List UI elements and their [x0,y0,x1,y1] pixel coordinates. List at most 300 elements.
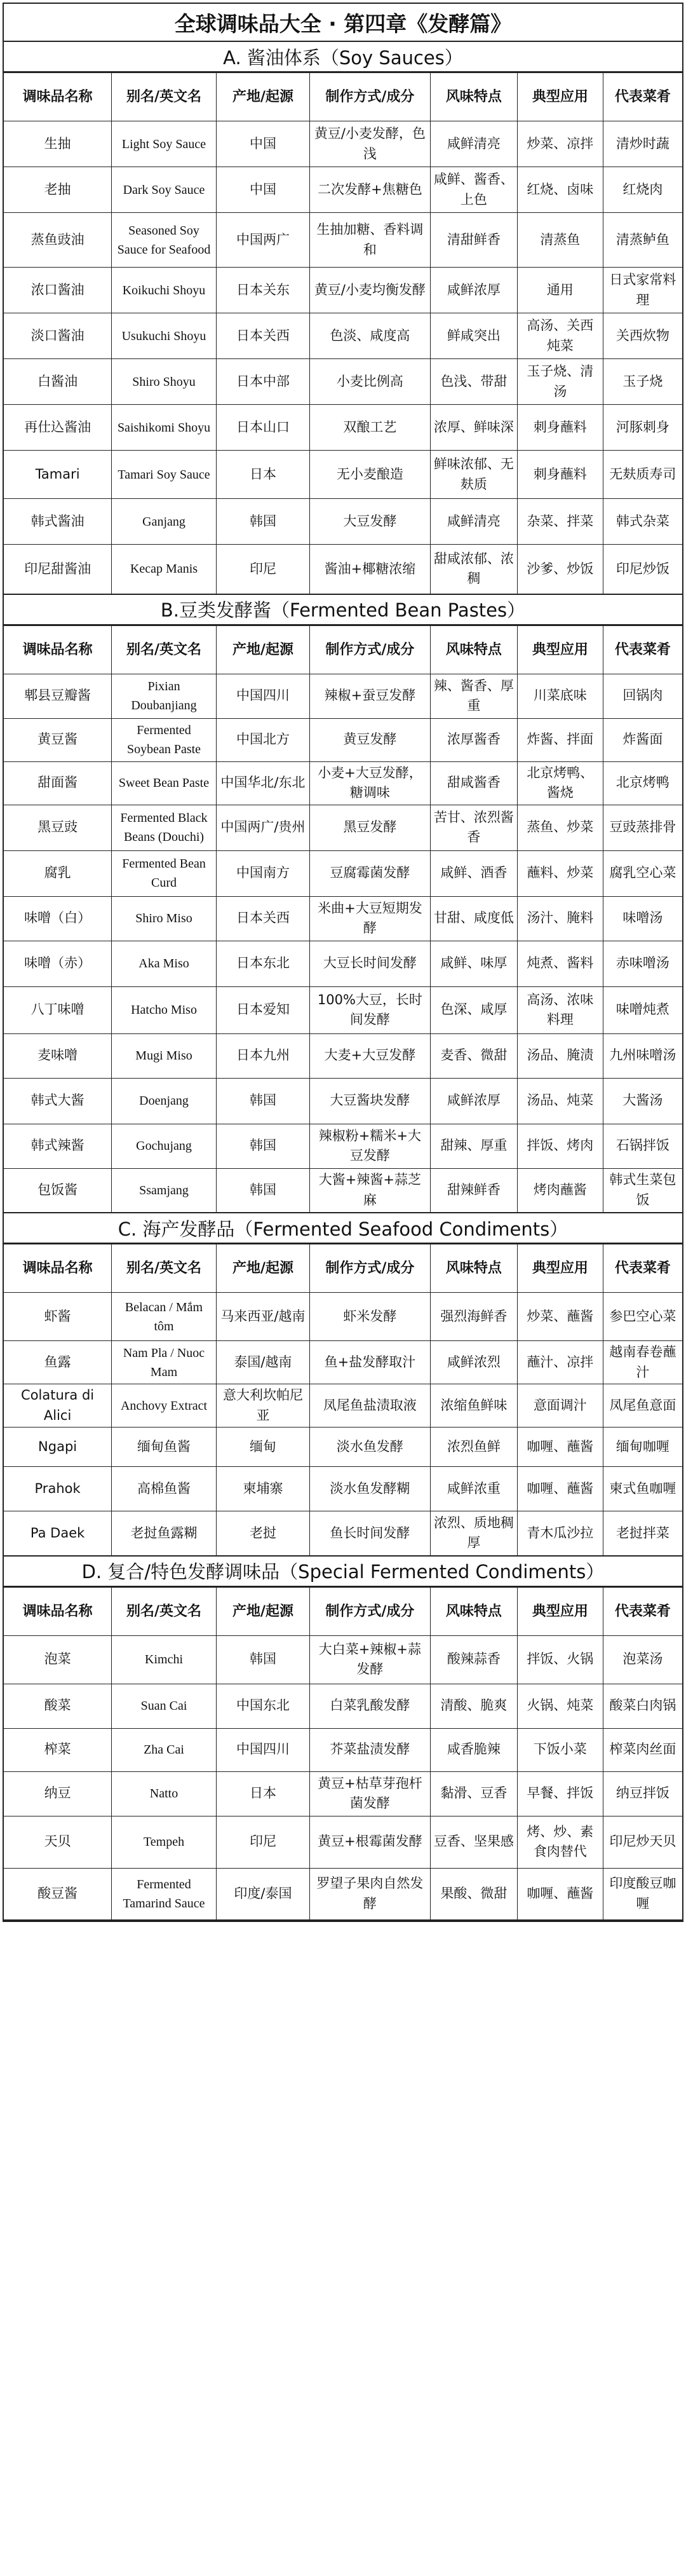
table-cell: 咸鲜浓重 [430,1467,517,1511]
table-cell: 日本 [216,1771,309,1816]
column-header: 典型应用 [517,1587,603,1635]
table-cell: 大麦+大豆发酵 [310,1033,431,1078]
column-header: 别名/英文名 [112,73,217,121]
table-cell: Sweet Bean Paste [112,761,217,805]
table-row [4,313,682,359]
table-cell: 韩式辣酱 [4,1124,112,1168]
table-cell: 火锅、炖菜 [517,1684,603,1728]
table-cell: 泰国/越南 [216,1341,309,1384]
table-cell: 清蒸鲈鱼 [603,213,682,268]
column-header: 产地/起源 [216,73,309,121]
table-cell: 淡口酱油 [4,313,112,359]
table-cell: 刺身蘸料 [517,451,603,499]
table-cell: 酸豆酱 [4,1868,112,1920]
table-row [4,1635,682,1684]
table-cell: 中国华北/东北 [216,761,309,805]
column-header: 别名/英文名 [112,625,217,674]
table-cell: 拌饭、烤肉 [517,1124,603,1168]
table-row [4,1467,682,1511]
table-cell: 虾米发酵 [310,1293,431,1341]
table-cell: 甜咸浓郁、浓稠 [430,545,517,594]
table-cell: 中国北方 [216,718,309,761]
table-row [4,674,682,718]
column-header: 调味品名称 [4,73,112,121]
section-title: D. 复合/特色发酵调味品（Special Fermented Condiments） [4,1557,682,1587]
table-cell: 参巴空心菜 [603,1293,682,1341]
table-cell: 印尼炒天贝 [603,1816,682,1868]
page-title: 全球调味品大全 · 第四章《发酵篇》 [4,4,682,42]
table-cell: 无麸质寿司 [603,451,682,499]
table-cell: 老挝鱼露糊 [112,1511,217,1556]
table-cell: Fermented Tamarind Sauce [112,1868,217,1920]
table-cell: 小麦比例高 [310,359,431,405]
table-row [4,1341,682,1384]
table-cell: 咸鲜浓厚 [430,1078,517,1124]
table-cell: 北京烤鸭、酱烧 [517,761,603,805]
table-cell: 炒菜、凉拌 [517,121,603,167]
table-header-row [4,1244,682,1293]
table-cell: 中国南方 [216,850,309,896]
table-row [4,1168,682,1213]
table-cell: 柬埔寨 [216,1467,309,1511]
table-cell: 白酱油 [4,359,112,405]
table-cell: 高棉鱼酱 [112,1467,217,1511]
table-cell: 刺身蘸料 [517,405,603,451]
table-cell: 蒸鱼、炒菜 [517,805,603,850]
table-cell: Hatcho Miso [112,986,217,1033]
table-cell: 老挝 [216,1511,309,1556]
column-header: 风味特点 [430,73,517,121]
table-cell: 日本关东 [216,268,309,313]
table-row [4,805,682,850]
table-cell: 日本山口 [216,405,309,451]
column-header: 别名/英文名 [112,1587,217,1635]
table-cell: 凤尾鱼盐渍取液 [310,1384,431,1428]
table-cell: 再仕込酱油 [4,405,112,451]
table-cell: 日式家常料理 [603,268,682,313]
table-cell: 缅甸鱼酱 [112,1428,217,1467]
column-header: 产地/起源 [216,1587,309,1635]
table-cell: 高汤、关西炖菜 [517,313,603,359]
table-cell: Light Soy Sauce [112,121,217,167]
table-row [4,268,682,313]
table-row [4,1771,682,1816]
table-cell: Tamari [4,451,112,499]
table-row [4,1384,682,1428]
table-cell: 韩国 [216,499,309,545]
column-header: 制作方式/成分 [310,73,431,121]
table-cell: Ganjang [112,499,217,545]
table-row [4,761,682,805]
table-cell: 韩国 [216,1078,309,1124]
table-cell: 韩式酱油 [4,499,112,545]
condiment-table [4,1244,682,1557]
table-row [4,896,682,941]
table-cell: 泡菜汤 [603,1635,682,1684]
table-cell: 包饭酱 [4,1168,112,1213]
table-cell: 咖喱、蘸酱 [517,1868,603,1920]
table-cell: 印度酸豆咖喱 [603,1868,682,1920]
table-cell: 日本关西 [216,896,309,941]
table-cell: 拌饭、火锅 [517,1635,603,1684]
table-cell: 咸鲜、味厚 [430,941,517,986]
table-cell: Pixian Doubanjiang [112,674,217,718]
table-row [4,1428,682,1467]
table-cell: 清蒸鱼 [517,213,603,268]
table-cell: 黑豆豉 [4,805,112,850]
table-cell: Colatura di Alici [4,1384,112,1428]
column-header: 代表菜肴 [603,1244,682,1293]
table-cell: 炸酱面 [603,718,682,761]
table-row [4,499,682,545]
table-cell: Pa Daek [4,1511,112,1556]
table-cell: Suan Cai [112,1684,217,1728]
table-cell: 色浅、带甜 [430,359,517,405]
table-row [4,1293,682,1341]
table-cell: Belacan / Mắm tôm [112,1293,217,1341]
table-cell: 河豚刺身 [603,405,682,451]
table-cell: 咸鲜、酒香 [430,850,517,896]
table-cell: 酸菜 [4,1684,112,1728]
table-cell: 鱼+盐发酵取汁 [310,1341,431,1384]
table-cell: 豆腐霉菌发酵 [310,850,431,896]
table-cell: 意面调汁 [517,1384,603,1428]
table-cell: 咸鲜浓烈 [430,1341,517,1384]
table-cell: 鱼长时间发酵 [310,1511,431,1556]
column-header: 代表菜肴 [603,1587,682,1635]
column-header: 制作方式/成分 [310,1244,431,1293]
table-row [4,405,682,451]
table-cell: 清酸、脆爽 [430,1684,517,1728]
table-cell: 老挝拌菜 [603,1511,682,1556]
table-cell: Nam Pla / Nuoc Mam [112,1341,217,1384]
table-cell: 淡水鱼发酵糊 [310,1467,431,1511]
table-cell: 玉子烧 [603,359,682,405]
table-cell: 缅甸咖喱 [603,1428,682,1467]
table-cell: 味噌炖煮 [603,986,682,1033]
table-header-row [4,625,682,674]
table-row [4,1078,682,1124]
table-row [4,941,682,986]
table-cell: Zha Cai [112,1728,217,1771]
table-cell: 豆香、坚果感 [430,1816,517,1868]
table-row [4,1033,682,1078]
table-cell: 色深、咸厚 [430,986,517,1033]
table-cell: 中国 [216,167,309,213]
table-cell: 榨菜 [4,1728,112,1771]
table-cell: 双酿工艺 [310,405,431,451]
column-header: 代表菜肴 [603,625,682,674]
table-cell: 日本东北 [216,941,309,986]
table-row [4,850,682,896]
table-row [4,545,682,594]
table-cell: 印尼炒饭 [603,545,682,594]
table-cell: 韩国 [216,1635,309,1684]
table-row [4,1684,682,1728]
table-cell: Fermented Black Beans (Douchi) [112,805,217,850]
document [3,3,683,1922]
table-cell: 玉子烧、清汤 [517,359,603,405]
table-cell: 腐乳 [4,850,112,896]
column-header: 风味特点 [430,625,517,674]
column-header: 典型应用 [517,1244,603,1293]
table-cell: Ssamjang [112,1168,217,1213]
table-cell: 小麦+大豆发酵，糖调味 [310,761,431,805]
table-cell: Fermented Bean Curd [112,850,217,896]
table-cell: 大白菜+辣椒+蒜发酵 [310,1635,431,1684]
table-cell: 黄豆+枯草芽孢杆菌发酵 [310,1771,431,1816]
table-cell: Gochujang [112,1124,217,1168]
table-cell: 鱼露 [4,1341,112,1384]
table-cell: 青木瓜沙拉 [517,1511,603,1556]
table-cell: 大酱+辣酱+蒜芝麻 [310,1168,431,1213]
table-row [4,1511,682,1556]
table-cell: 辣、酱香、厚重 [430,674,517,718]
table-cell: 凤尾鱼意面 [603,1384,682,1428]
table-cell: Seasoned Soy Sauce for Seafood [112,213,217,268]
table-cell: 印尼 [216,545,309,594]
table-cell: 麦香、微甜 [430,1033,517,1078]
table-cell: 杂菜、拌菜 [517,499,603,545]
table-cell: 辣椒+蚕豆发酵 [310,674,431,718]
table-cell: Shiro Miso [112,896,217,941]
table-cell: 下饭小菜 [517,1728,603,1771]
table-cell: 100%大豆，长时间发酵 [310,986,431,1033]
table-cell: Koikuchi Shoyu [112,268,217,313]
table-cell: 黄豆酱 [4,718,112,761]
table-cell: 淡水鱼发酵 [310,1428,431,1467]
table-cell: 九州味噌汤 [603,1033,682,1078]
table-cell: 浓烈鱼鲜 [430,1428,517,1467]
table-cell: 咖喱、蘸酱 [517,1428,603,1467]
table-cell: 生抽 [4,121,112,167]
table-cell: 八丁味噌 [4,986,112,1033]
table-cell: 中国四川 [216,674,309,718]
table-cell: 韩式大酱 [4,1078,112,1124]
table-cell: 生抽加糖、香料调和 [310,213,431,268]
table-cell: 纳豆 [4,1771,112,1816]
column-header: 产地/起源 [216,625,309,674]
table-row [4,121,682,167]
table-cell: 韩国 [216,1168,309,1213]
table-cell: 日本爱知 [216,986,309,1033]
table-cell: 日本关西 [216,313,309,359]
section-title: A. 酱油体系（Soy Sauces） [4,42,682,72]
table-cell: 罗望子果肉自然发酵 [310,1868,431,1920]
table-cell: 黑豆发酵 [310,805,431,850]
table-cell: 甜辣、厚重 [430,1124,517,1168]
table-cell: 天贝 [4,1816,112,1868]
table-cell: 黄豆/小麦发酵，色浅 [310,121,431,167]
table-cell: 蘸料、炒菜 [517,850,603,896]
table-row [4,986,682,1033]
table-row [4,213,682,268]
table-cell: 咸鲜、酱香、上色 [430,167,517,213]
table-cell: 甘甜、咸度低 [430,896,517,941]
table-cell: 强烈海鲜香 [430,1293,517,1341]
table-cell: 烤肉蘸酱 [517,1168,603,1213]
table-cell: 汤品、炖菜 [517,1078,603,1124]
column-header: 制作方式/成分 [310,1587,431,1635]
table-cell: 味噌（白） [4,896,112,941]
table-row [4,1868,682,1920]
table-cell: Usukuchi Shoyu [112,313,217,359]
table-cell: 沙爹、炒饭 [517,545,603,594]
column-header: 典型应用 [517,73,603,121]
table-row [4,718,682,761]
table-row [4,1728,682,1771]
table-row [4,451,682,499]
table-cell: 咸鲜清亮 [430,499,517,545]
table-cell: 郫县豆瓣酱 [4,674,112,718]
column-header: 典型应用 [517,625,603,674]
table-cell: 回锅肉 [603,674,682,718]
table-cell: 日本九州 [216,1033,309,1078]
table-cell: 浓口酱油 [4,268,112,313]
table-cell: 鲜咸突出 [430,313,517,359]
table-cell: 韩式杂菜 [603,499,682,545]
table-cell: 韩国 [216,1124,309,1168]
table-cell: 炸酱、拌面 [517,718,603,761]
table-cell: 大酱汤 [603,1078,682,1124]
table-cell: 马来西亚/越南 [216,1293,309,1341]
table-cell: 黄豆/小麦均衡发酵 [310,268,431,313]
table-header-row [4,73,682,121]
table-cell: 印尼甜酱油 [4,545,112,594]
table-cell: Shiro Shoyu [112,359,217,405]
table-cell: 蘸汁、凉拌 [517,1341,603,1384]
table-cell: 石锅拌饭 [603,1124,682,1168]
table-cell: 咸鲜浓厚 [430,268,517,313]
table-cell: 黏滑、豆香 [430,1771,517,1816]
table-cell: 二次发酵+焦糖色 [310,167,431,213]
table-cell: 通用 [517,268,603,313]
table-row [4,359,682,405]
table-cell: 辣椒粉+糯米+大豆发酵 [310,1124,431,1168]
column-header: 代表菜肴 [603,73,682,121]
table-cell: 芥菜盐渍发酵 [310,1728,431,1771]
column-header: 风味特点 [430,1244,517,1293]
table-cell: 大豆酱块发酵 [310,1078,431,1124]
table-cell: 白菜乳酸发酵 [310,1684,431,1728]
condiment-table [4,1587,682,1921]
column-header: 调味品名称 [4,1587,112,1635]
column-header: 调味品名称 [4,1244,112,1293]
table-cell: Anchovy Extract [112,1384,217,1428]
table-cell: 日本 [216,451,309,499]
table-cell: 北京烤鸭 [603,761,682,805]
table-cell: 中国两广/贵州 [216,805,309,850]
table-cell: 浓厚、鲜味深 [430,405,517,451]
table-cell: Mugi Miso [112,1033,217,1078]
table-cell: 米曲+大豆短期发酵 [310,896,431,941]
table-cell: Natto [112,1771,217,1816]
section-title: B.豆类发酵酱（Fermented Bean Pastes） [4,595,682,625]
table-cell: 缅甸 [216,1428,309,1467]
table-cell: 汤品、腌渍 [517,1033,603,1078]
table-cell: 红烧、卤味 [517,167,603,213]
table-cell: 蒸鱼豉油 [4,213,112,268]
table-cell: 汤汁、腌料 [517,896,603,941]
table-cell: 印尼 [216,1816,309,1868]
table-cell: 清炒时蔬 [603,121,682,167]
condiment-table [4,72,682,595]
table-cell: 清甜鲜香 [430,213,517,268]
table-cell: 大豆长时间发酵 [310,941,431,986]
table-cell: Kimchi [112,1635,217,1684]
table-cell: 榨菜肉丝面 [603,1728,682,1771]
table-cell: 酸辣蒜香 [430,1635,517,1684]
table-cell: 味噌（赤） [4,941,112,986]
table-cell: Aka Miso [112,941,217,986]
table-cell: 豆豉蒸排骨 [603,805,682,850]
table-header-row [4,1587,682,1635]
table-cell: 酸菜白肉锅 [603,1684,682,1728]
table-cell: 黄豆+根霉菌发酵 [310,1816,431,1868]
table-cell: 咸鲜清亮 [430,121,517,167]
table-cell: 纳豆拌饭 [603,1771,682,1816]
table-cell: 炒菜、蘸酱 [517,1293,603,1341]
table-cell: 中国东北 [216,1684,309,1728]
table-cell: 韩式生菜包饭 [603,1168,682,1213]
table-row [4,167,682,213]
table-cell: 虾酱 [4,1293,112,1341]
sections-container [4,42,682,1921]
table-cell: 红烧肉 [603,167,682,213]
table-cell: 早餐、拌饭 [517,1771,603,1816]
table-cell: 鲜味浓郁、无麸质 [430,451,517,499]
table-cell: Prahok [4,1467,112,1511]
table-row [4,1816,682,1868]
table-cell: 咸香脆辣 [430,1728,517,1771]
table-cell: 酱油+椰糖浓缩 [310,545,431,594]
table-cell: 果酸、微甜 [430,1868,517,1920]
table-cell: 高汤、浓味料理 [517,986,603,1033]
table-cell: 麦味噌 [4,1033,112,1078]
table-cell: 甜面酱 [4,761,112,805]
table-cell: 浓厚酱香 [430,718,517,761]
table-cell: 泡菜 [4,1635,112,1684]
table-cell: 老抽 [4,167,112,213]
column-header: 产地/起源 [216,1244,309,1293]
table-row [4,1124,682,1168]
table-cell: 腐乳空心菜 [603,850,682,896]
table-cell: 苦甘、浓烈酱香 [430,805,517,850]
table-cell: 甜辣鲜香 [430,1168,517,1213]
column-header: 调味品名称 [4,625,112,674]
table-cell: 日本中部 [216,359,309,405]
column-header: 风味特点 [430,1587,517,1635]
table-cell: Dark Soy Sauce [112,167,217,213]
section-title: C. 海产发酵品（Fermented Seafood Condiments） [4,1213,682,1244]
table-cell: 咖喱、蘸酱 [517,1467,603,1511]
table-cell: 浓烈、质地稠厚 [430,1511,517,1556]
table-cell: 柬式鱼咖喱 [603,1467,682,1511]
column-header: 别名/英文名 [112,1244,217,1293]
table-cell: 甜咸酱香 [430,761,517,805]
table-cell: 味噌汤 [603,896,682,941]
table-cell: 中国两广 [216,213,309,268]
table-cell: 无小麦酿造 [310,451,431,499]
table-cell: Kecap Manis [112,545,217,594]
table-cell: 浓缩鱼鲜味 [430,1384,517,1428]
table-cell: Saishikomi Shoyu [112,405,217,451]
table-cell: 黄豆发酵 [310,718,431,761]
table-cell: 越南春卷蘸汁 [603,1341,682,1384]
table-cell: 大豆发酵 [310,499,431,545]
column-header: 制作方式/成分 [310,625,431,674]
table-cell: 烤、炒、素食肉替代 [517,1816,603,1868]
